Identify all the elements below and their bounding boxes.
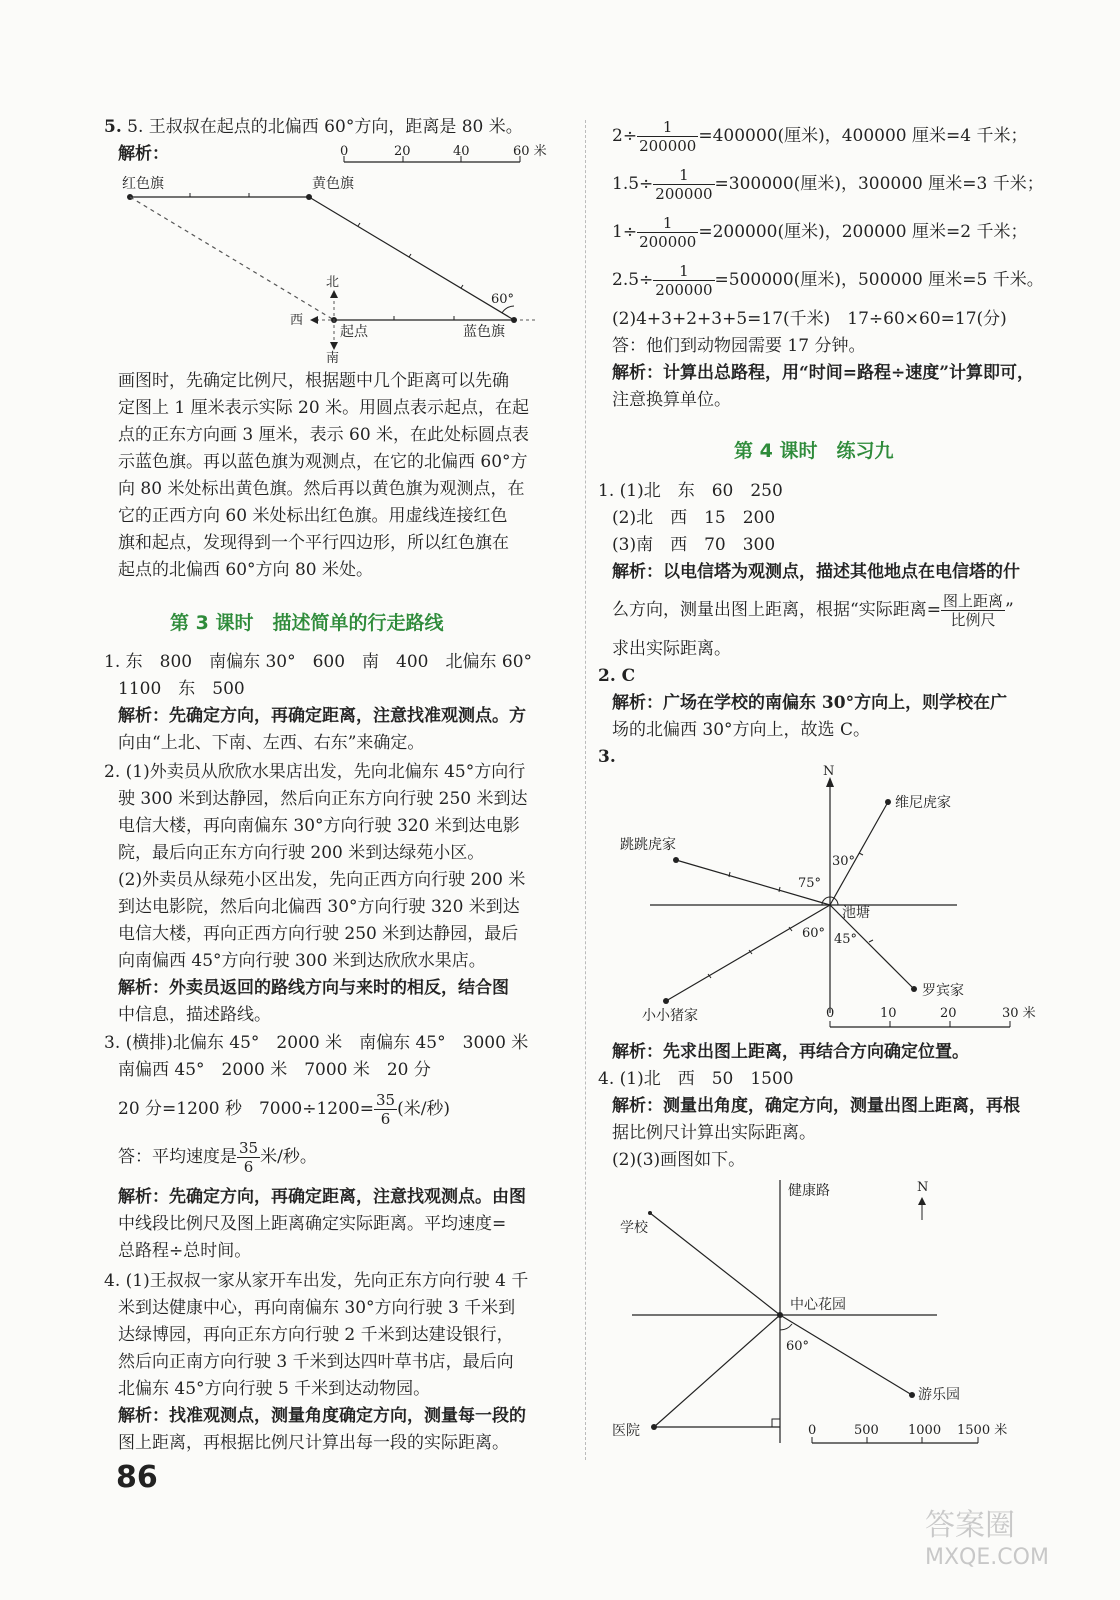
l4-q4-part23: (2)(3)画图如下。 (612, 1150, 746, 1170)
north-label: 北 (326, 275, 340, 290)
scale-60: 60 米 (513, 144, 547, 159)
l4-q4-analysis: 解析：测量出角度，确定方向，测量出图上距离，再根 (612, 1096, 1020, 1116)
l4-q3-analysis: 解析：先求出图上距离，再结合方向确定位置。 (612, 1042, 969, 1062)
pond-label: 池塘 (842, 905, 870, 921)
l4-q4-answer: 4. (1)北 西 50 1500 (598, 1069, 794, 1089)
calc-line: 1÷ $\frac{1}{200000}$ =200000(厘米)，200000 厘米=2 千米； (612, 214, 1028, 251)
l4-q1-line: (2)北 西 15 200 (612, 508, 776, 528)
calc-line: 2÷ $\frac{1}{200000}$ =400000(厘米)，400000 厘米=4 千米； (612, 118, 1028, 155)
l3-q1-line: 1. 东 800 南偏东 30° 600 南 400 北偏东 60° (104, 652, 533, 672)
garden-label: 中心花园 (790, 1297, 846, 1313)
l3-q4-line: 4. (1)王叔叔一家从家开车出发，先向正东方向行驶 4 千 (104, 1271, 529, 1291)
l4-q3-diagram (612, 765, 1052, 1040)
l3-q2-line: 电信大楼，再向正西方向行驶 250 米到达静园，最后 (118, 924, 519, 944)
watermark-logo: 答案圈 (925, 1508, 1015, 1543)
scale-0: 0 (340, 144, 349, 159)
l3-q4-analysis: 解析：找准观测点，测量角度确定方向，测量每一段的 (118, 1406, 526, 1426)
l4-q3-number: 3. (598, 747, 616, 767)
q5-text-line: 点的正东方向画 3 厘米，表示 60 米，在此处标圆点表 (118, 425, 530, 445)
l3-q3-analysis: 解析：先确定方向，再确定距离，注意找观测点。由图 (118, 1187, 526, 1207)
l3-q2-line: (2)外卖员从绿苑小区出发，先向正西方向行驶 200 米 (118, 870, 526, 890)
scale-1500: 1500 米 (957, 1423, 1008, 1438)
lesson4-heading: 第 4 课时 练习九 (734, 440, 894, 462)
blue-flag-label: 蓝色旗 (463, 324, 505, 340)
north-label: N (823, 765, 835, 779)
lesson3-heading: 第 3 课时 描述简单的行走路线 (170, 612, 444, 634)
q5-analysis-label: 解析： (118, 144, 169, 164)
q5-text-line: 它的正西方向 60 米处标出红色旗。用虚线连接红色 (118, 506, 508, 526)
l3-q4-line: 然后向正南方向行驶 3 千米到达四叶草书店，最后向 (118, 1352, 514, 1372)
road-label: 健康路 (788, 1183, 830, 1199)
school-label: 学校 (620, 1220, 648, 1236)
l3-q1-line: 1100 东 500 (118, 679, 245, 699)
l3-q2-analysis: 解析：外卖员返回的路线方向与来时的相反，结合图 (118, 978, 509, 998)
l3-q4-line: 北偏东 45°方向行驶 5 千米到达动物园。 (118, 1379, 431, 1399)
q5-text-line: 示蓝色旗。再以蓝色旗为观测点，在它的北偏西 60°方 (118, 452, 528, 472)
q5-text-line: 旗和起点，发现得到一个平行四边形，所以红色旗在 (118, 533, 509, 553)
west-label: 西 (290, 313, 304, 328)
calc2-line: (2)4+3+2+3+5=17(千米) 17÷60×60=17(分) (612, 309, 1007, 329)
l4-q1-analysis: 解析：以电信塔为观测点，描述其他地点在电信塔的什 (612, 562, 1020, 582)
robin-label: 罗宾家 (922, 983, 964, 999)
q5-title: 5. 5. 王叔叔在起点的北偏西 60°方向，距离是 80 米。 (104, 117, 523, 137)
l3-q3-line: 南偏西 45° 2000 米 7000 米 20 分 (118, 1060, 431, 1080)
start-label: 起点 (340, 324, 368, 340)
angle-60: 60° (802, 926, 826, 941)
tiaotiao-label: 跳跳虎家 (620, 837, 676, 853)
l3-q2-line: 院，最后向正东方向行驶 200 米到达绿苑小区。 (118, 843, 485, 863)
l4-q2-analysis: 解析：广场在学校的南偏东 30°方向上，则学校在广 (612, 693, 1008, 713)
calc2-answer: 答：他们到动物园需要 17 分钟。 (612, 336, 866, 356)
l4-q4-diagram (612, 1175, 1052, 1455)
l3-q3-calc: 20 分=1200 秒 7000÷1200= $\frac{35}{6}$ (米/秒) (118, 1091, 451, 1128)
l3-q2-line: 2. (1)外卖员从欣欣水果店出发，先向北偏东 45°方向行 (104, 762, 526, 782)
q5-text-line: 定图上 1 厘米表示实际 20 米。用圆点表示起点，在起 (118, 398, 530, 418)
scale-20: 20 (940, 1006, 957, 1021)
l3-q3-answer: 答：平均速度是 $\frac{35}{6}$ 米/秒。 (118, 1139, 317, 1176)
l3-q2-line: 向南偏西 45°方向行驶 300 米到达欣欣水果店。 (118, 951, 486, 971)
scale-0: 0 (826, 1006, 835, 1021)
yellow-flag-label: 黄色旗 (312, 176, 354, 192)
q5-scale-bar (340, 143, 547, 162)
angle-30: 30° (832, 854, 856, 869)
scale-40: 40 (453, 144, 470, 159)
l3-q4-line: 达绿博园，再向正东方向行驶 2 千米到达建设银行， (118, 1325, 514, 1345)
l4-q1-analysis-formula: 么方向，测量出图上距离，根据“实际距离= $\frac{\text{图上距离}}{\text{比例尺}}$ ” (612, 592, 1014, 629)
blue-flag-point (511, 317, 517, 323)
south-label: 南 (326, 351, 340, 365)
q5-text-line: 起点的北偏西 60°方向 80 米处。 (118, 560, 373, 580)
angle-60: 60° (786, 1339, 810, 1354)
column-divider (585, 120, 586, 1460)
q5-text-line: 画图时，先确定比例尺，根据题中几个距离可以先确 (118, 371, 509, 391)
north-label: N (917, 1180, 929, 1195)
calc-line: 2.5÷ $\frac{1}{200000}$ =500000(厘米)，500000 厘米=5 千米。 (612, 262, 1044, 299)
l4-q1-line: (3)南 西 70 300 (612, 535, 776, 555)
angle-75: 75° (798, 876, 822, 891)
l4-q1-analysis: 求出实际距离。 (612, 639, 731, 659)
l4-q2-answer: 2. C (598, 666, 636, 686)
angle-label: 60° (491, 292, 515, 307)
hospital-label: 医院 (612, 1423, 640, 1439)
piggy-label: 小小猪家 (642, 1008, 698, 1024)
scale-20: 20 (394, 144, 411, 159)
l3-q4-line: 米到达健康中心，再向南偏东 30°方向行驶 3 千米到 (118, 1298, 516, 1318)
l3-q4-analysis: 图上距离，再根据比例尺计算出每一段的实际距离。 (118, 1433, 509, 1453)
l3-q3-analysis: 中线段比例尺及图上距离确定实际距离。平均速度= (118, 1214, 507, 1234)
q5-diagram (118, 140, 558, 365)
l3-q2-line: 驶 300 米到达静园，然后向正东方向行驶 250 米到达 (118, 789, 528, 809)
l3-q3-analysis: 总路程÷总时间。 (118, 1241, 252, 1261)
l3-q2-line: 电信大楼，再向南偏东 30°方向行驶 320 米到达电影 (118, 816, 520, 836)
q5-text-line: 向 80 米处标出黄色旗。然后再以黄色旗为观测点，在 (118, 479, 525, 499)
red-flag-label: 红色旗 (122, 176, 164, 192)
scale-10: 10 (880, 1006, 897, 1021)
scale-0: 0 (808, 1423, 817, 1438)
calc2-analysis: 解析：计算出总路程，用“时间=路程÷速度”计算即可， (612, 363, 1035, 383)
l3-q1-analysis: 解析：先确定方向，再确定距离，注意找准观测点。方 (118, 706, 526, 726)
weini-label: 维尼虎家 (895, 795, 951, 811)
l4-q2-analysis: 场的北偏西 30°方向上，故选 C。 (612, 720, 870, 740)
scale-30: 30 米 (1002, 1006, 1036, 1021)
angle-45: 45° (834, 932, 858, 947)
page-number: 86 (116, 1460, 158, 1495)
l3-q1-analysis: 向由“上北、下南、左西、右东”来确定。 (118, 733, 425, 753)
calc2-analysis: 注意换算单位。 (612, 390, 731, 410)
l4-q1-line: 1. (1)北 东 60 250 (598, 481, 783, 501)
l3-q2-analysis: 中信息，描述路线。 (118, 1005, 271, 1025)
scale-500: 500 (854, 1423, 879, 1438)
calc-line: 1.5÷ $\frac{1}{200000}$ =300000(厘米)，300000 厘米=3 千米； (612, 166, 1044, 203)
l4-q4-analysis: 据比例尺计算出实际距离。 (612, 1123, 816, 1143)
park-label: 游乐园 (918, 1387, 960, 1403)
l3-q2-line: 到达电影院，然后向北偏西 30°方向行驶 320 米到达 (118, 897, 520, 917)
l3-q3-line: 3. (横排)北偏东 45° 2000 米 南偏东 45° 3000 米 (104, 1033, 529, 1053)
watermark-url: MXQE.COM (925, 1545, 1049, 1570)
scale-1000: 1000 (908, 1423, 942, 1438)
